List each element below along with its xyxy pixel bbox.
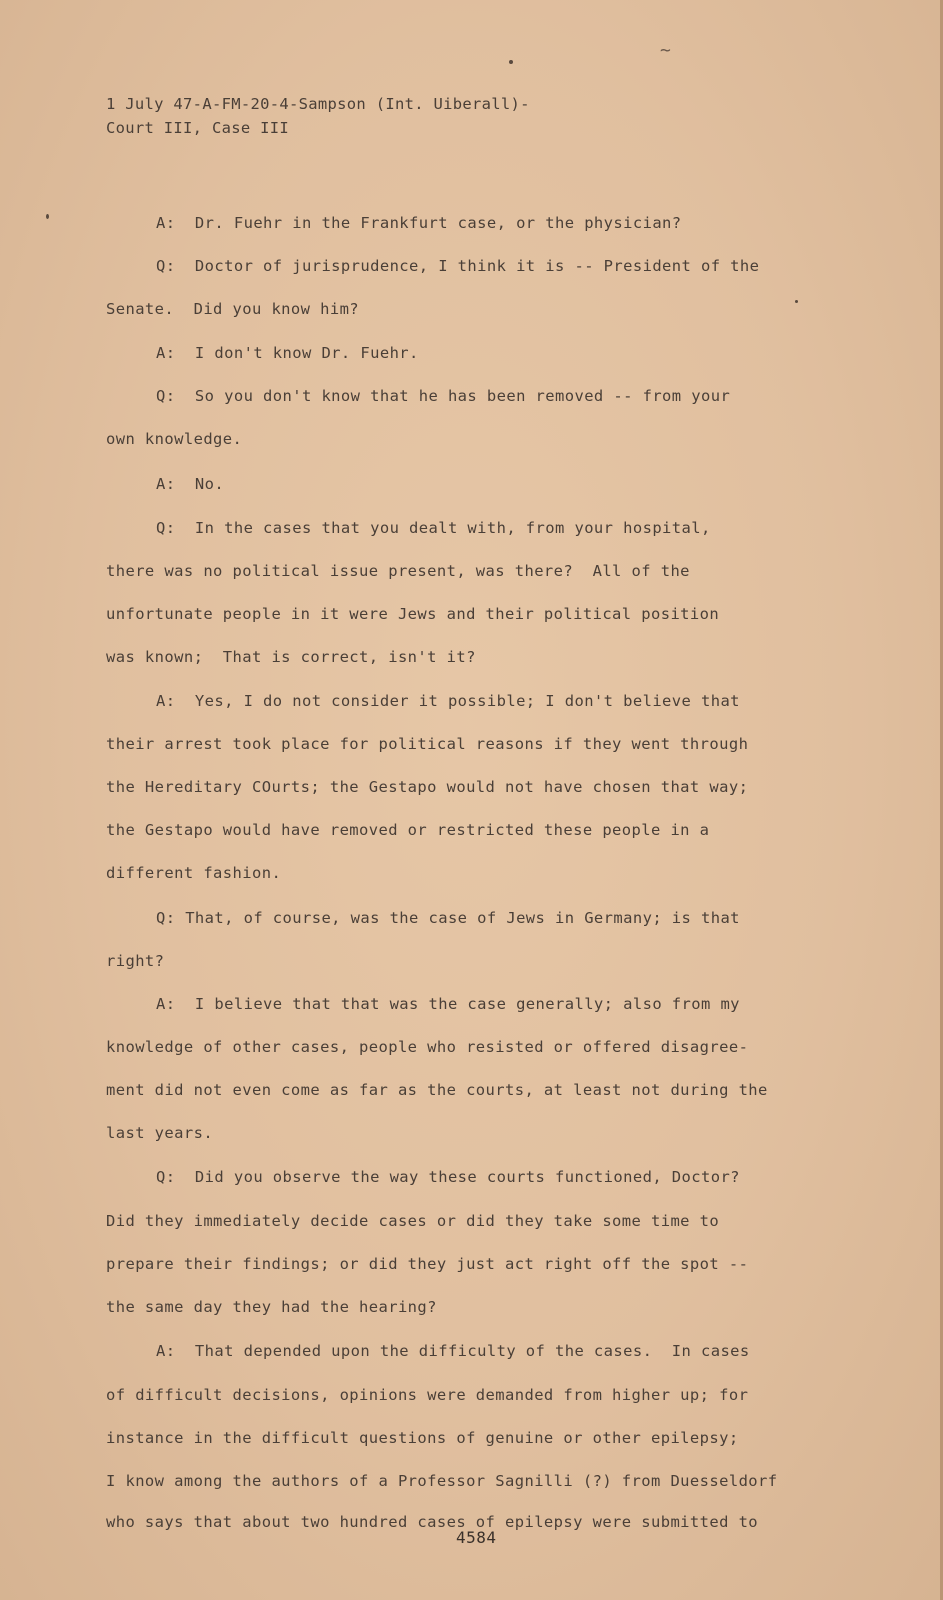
transcript-line: of difficult decisions, opinions were demanded from higher up; for xyxy=(106,1386,749,1404)
ink-speck xyxy=(46,214,49,219)
transcript-line: Q: Did you observe the way these courts functioned, Doctor? xyxy=(156,1168,740,1186)
page-number: 4584 xyxy=(456,1528,497,1547)
transcript-line: right? xyxy=(106,952,165,970)
header-line-2: Court III, Case III xyxy=(106,119,290,137)
transcript-line: A: Dr. Fuehr in the Frankfurt case, or the physician? xyxy=(156,214,682,232)
transcript-line: instance in the difficult questions of genuine or other epilepsy; xyxy=(106,1429,739,1447)
transcript-line: A: I don't know Dr. Fuehr. xyxy=(156,344,419,362)
transcript-line: A: That depended upon the difficulty of the cases. In cases xyxy=(156,1342,750,1360)
transcript-line: Did they immediately decide cases or did they take some time to xyxy=(106,1212,720,1230)
transcript-line: their arrest took place for political reasons if they went through xyxy=(106,735,749,753)
ink-speck xyxy=(795,300,798,303)
transcript-line: own knowledge. xyxy=(106,430,243,448)
transcript-line: A: Yes, I do not consider it possible; I don't believe that xyxy=(156,692,740,710)
transcript-line: who says that about two hundred cases of epilepsy were submitted to xyxy=(106,1513,759,1531)
transcript-line: was known; That is correct, isn't it? xyxy=(106,648,476,666)
corner-pencil-mark: ~ xyxy=(660,40,671,61)
document-header xyxy=(106,92,530,140)
transcript-line: Q: In the cases that you dealt with, from your hospital, xyxy=(156,519,711,537)
transcript-line: unfortunate people in it were Jews and their political position xyxy=(106,605,720,623)
transcript-line: last years. xyxy=(106,1124,214,1142)
transcript-line: Q: Doctor of jurisprudence, I think it is -- President of the xyxy=(156,257,760,275)
transcript-line: the Gestapo would have removed or restricted these people in a xyxy=(106,821,710,839)
transcript-line: knowledge of other cases, people who resisted or offered disagree- xyxy=(106,1038,749,1056)
transcript-line: Q: So you don't know that he has been removed -- from your xyxy=(156,387,731,405)
transcript-line: different fashion. xyxy=(106,864,282,882)
transcript-line: I know among the authors of a Professor Sagnilli (?) from Duesseldorf xyxy=(106,1472,778,1490)
transcript-line: Q: That, of course, was the case of Jews in Germany; is that xyxy=(156,909,740,927)
transcript-line: there was no political issue present, was there? All of the xyxy=(106,562,690,580)
ink-speck xyxy=(509,60,513,64)
transcript-line: Senate. Did you know him? xyxy=(106,300,360,318)
transcript-line: ment did not even come as far as the courts, at least not during the xyxy=(106,1081,768,1099)
header-line-1: 1 July 47-A-FM-20-4-Sampson (Int. Uiberall)- xyxy=(106,95,530,113)
transcript-line: A: I believe that that was the case generally; also from my xyxy=(156,995,740,1013)
transcript-line: the same day they had the hearing? xyxy=(106,1298,437,1316)
transcript-line: A: No. xyxy=(156,475,225,493)
transcript-line: prepare their findings; or did they just act right off the spot -- xyxy=(106,1255,749,1273)
transcript-line: the Hereditary COurts; the Gestapo would not have chosen that way; xyxy=(106,778,749,796)
